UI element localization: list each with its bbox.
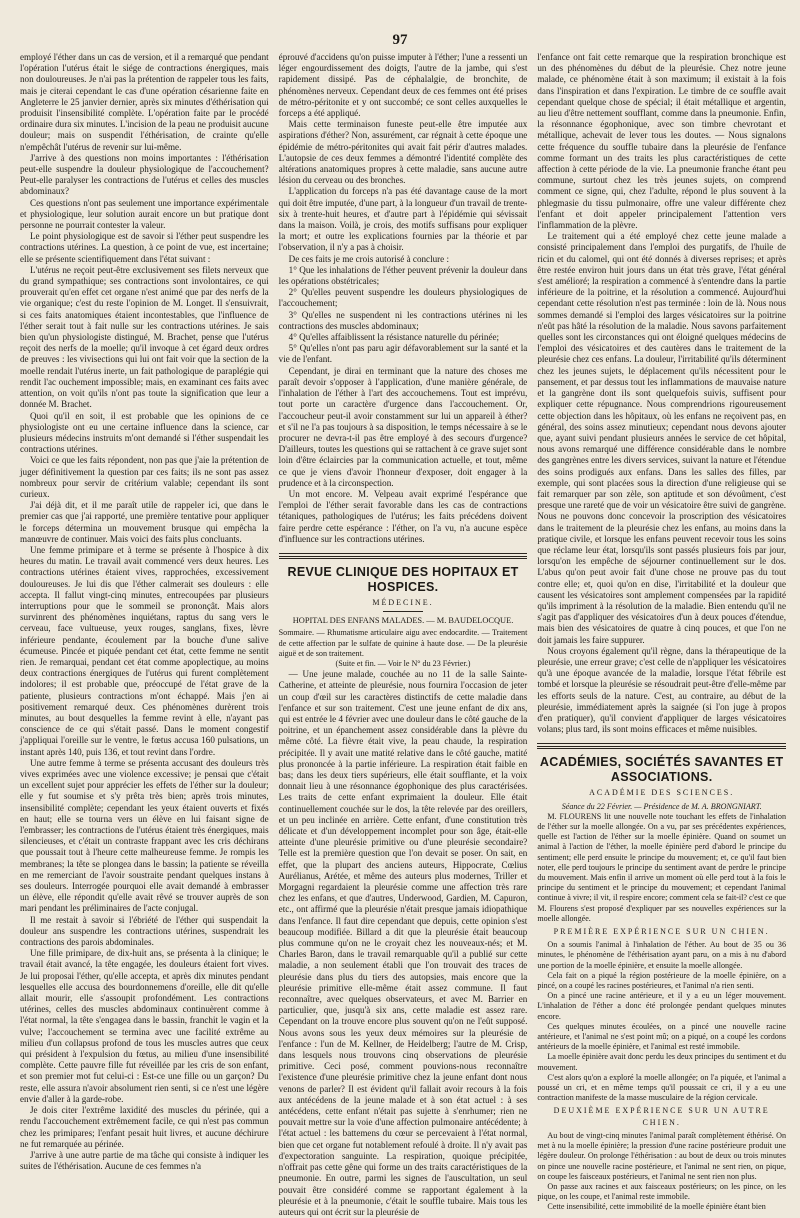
paragraph: 4° Qu'elles affaiblissent la résistance naturelle du périnée; bbox=[288, 332, 500, 343]
paragraph: Je dois citer l'extrême laxidité des muscles du périnée, qui a rendu l'accouchement extrêmement facile, ce qui n'est pas commun chez les primipares; l'enfant pesait huit livres, et aucune déchirure ne fut remarquée au périnée. bbox=[20, 1105, 269, 1149]
article-followup: (Suite et fin. — Voir le N° du 23 Février.) bbox=[335, 658, 471, 668]
section-divider bbox=[537, 746, 786, 749]
paragraph: 5° Qu'elles n'ont pas paru agir défavorablement sur la santé et la vie de l'enfant. bbox=[278, 343, 528, 365]
paragraph: Un mot encore. M. Velpeau avait exprimé l'espérance que l'emploi de l'éther serait favorable dans les cas de contractions tétaniques, pathologiques de l'utérus; les faits précédens doivent faire perdre cette espérance : l'éther, on l'a vu, n'a aucune espèce d'influence sur les contractions utérines. bbox=[278, 488, 528, 544]
paragraph: L'utérus ne reçoit peut-être exclusivement ses filets nerveux que du grand sympathique; ses contractions sont involontaires, ce qui prouverait qu'en effet cet organe n'est animé que par des nerfs de la vie organique; c'est du reste l'opinion de M. Longet. Il s'ensuivrait, si ces faits anatomiques étaient incontestables, que l'influence de l'éther serait tout à fait nulle sur les contractions utérines. Je sais bien qu'un physiologiste distingué, M. Brachet, pense que l'utérus reçoit des nerfs de la moelle; qu'il invoque à cet égard deux ordres de preuves : les vivisections qui lui ont fait voir que la section de la moelle rendait l'utérus inerte, un fait pathologique de paraplégie qui rendit l'ac ouchement impossible; mais, en examinant ces faits avec attention, on voit qu'ils n'ont pas toute la signification que leur a donnée M. Brachet. bbox=[20, 264, 269, 410]
session-line: Séance du 22 Février. — Présidence de M. A. BRONGNIART. bbox=[561, 801, 762, 811]
paragraph: Le point physiologique est de savoir si l'éther peut suspendre les contractions utérines. La question, à ce point de vue, est incertaine; elle se présente scientifiquement dans l'état suivant : bbox=[20, 231, 269, 264]
column-3 bbox=[537, 52, 787, 1212]
paragraph: Cependant, je dirai en terminant que la nature des choses me paraît devoir s'opposer à l'application, d'une manière générale, de l'inhalation de l'éther à l'art des accouchemens. Tout est imprévu, tout porte un caractère d'urgence dans l'accouchement. Or, l'accoucheur peut-il avoir constamment sur lui un appareil à éther? et s'il ne l'a pas toujours à sa disposition, le temps nécessaire à se le procurer ne devra-t-il pas être employé à des secours d'urgence? D'ailleurs, toutes les questions qui se rattachent à ce grave sujet sont loin d'être éclaircies par la communication actuelle, et tout, même ce que je viens d'avoir l'honneur d'exposer, doit engager à la prudence et à la circonspection. bbox=[278, 365, 528, 488]
section-title-academies: ACADÉMIES, SOCIÉTÉS SAVANTES ET ASSOCIATIONS. bbox=[539, 755, 784, 785]
section-divider bbox=[279, 556, 528, 559]
paragraph: Quoi qu'il en soit, il est probable que les opinions de ce physiologiste ont eu une certaine influence dans la science, car plusieurs médecins instruits m'ont demandé si l'éther suspendait les contractions utérines. bbox=[20, 410, 269, 455]
paragraph: On passe aux racines et aux faisceaux postérieurs; on les pince, on les pique, on les coupe, et l'animal reste immobile. bbox=[537, 1181, 787, 1202]
column-2 bbox=[278, 52, 528, 1217]
page-number: 97 bbox=[392, 32, 408, 48]
paragraph: L'application du forceps n'a pas été davantage cause de la mort qui doit être imputée, d'une part, à la longueur d'un travail de trente-six à trente-huit heures, et d'autre part à l'épidémie qui sévissait dans la maison. Voilà, je crois, des motifs suffisans pour expliquer la mort; et outre les explications fournies par la théorie et par l'observation, il n'y a pas à choisir. bbox=[278, 186, 528, 253]
paragraph: Au bout de vingt-cinq minutes l'animal paraît complètement éthérisé. On met à nu la moelle épinière; la pression d'une racine postérieure produit une légère douleur. On prolonge l'éthérisation : au bout de deux ou trois minutes on pince une nouvelle racine postérieure, et l'animal ne sent rien, on pique, on coupe les faisceaux postérieurs, et l'animal ne sent rien non plus. bbox=[537, 1130, 787, 1181]
paragraph: 3° Qu'elles ne suspendent ni les contractions utérines ni les contractions des muscles abdominaux; bbox=[278, 309, 528, 331]
section-subhead: MÉDECINE. bbox=[372, 597, 434, 607]
section-title-revue: REVUE CLINIQUE DES HOPITAUX ET HOSPICES. bbox=[287, 564, 519, 594]
paragraph: De ces faits je me crois autorisé à conclure : bbox=[288, 253, 450, 264]
article-summary: Sommaire. — Rhumatisme articulaire aigu avec endocardite. — Traitement de cette affection par le sulfate de quinine à haute dose. — De la pleurésie aiguë et de son traitement. bbox=[278, 628, 528, 658]
paragraph: On a soumis l'animal à l'inhalation de l'éther. Au bout de 35 ou 36 minutes, le phénomène de l'éthérisation ayant paru, on a mis à nu d'abord une portion de la moelle épinière, et ensuite la moelle allongée. bbox=[537, 940, 787, 970]
paragraph: 2° Qu'elles peuvent suspendre les douleurs physiologiques de l'accouchement; bbox=[278, 287, 528, 309]
short-divider bbox=[383, 611, 423, 612]
paragraph: l'enfance ont fait cette remarque que la respiration bronchique est un des phénomènes du début de la pleurésie. Chez notre jeune malade, ce phénomène était à son maximum; il existait à la fois dans l'inspiration et dans l'expiration. Le timbre de ce souffle avait cependant quelque chose de spécial; il était métallique et argentin, au lieu d'être nettement soufflant, comme dans la pneumonie. Enfin, la résonnance égophonique, avec son timbre chevrotant et métallique, achevait de lever tous les doutes. — Nous signalons cette fréquence du souffle tubaire dans la pleurésie de l'enfance comme formant un des traits les plus caractéristiques de cette affection à cette période de la vie. La pneumonie franche étant peu commune, surtout chez les très jeunes sujets, on comprend comment ce signe, qui, chez l'adulte, répond le plus souvent à la phlegmasie du tissu pulmonaire, offre une valeur différente chez l'enfant et doit appeler principalement l'attention vers l'inflammation de la plèvre. bbox=[537, 52, 787, 231]
paragraph: J'arrive à des questions non moins importantes : l'éthérisation peut-elle suspendre la douleur physiologique de l'accouchement? Peut-elle paralyser les contractions de l'utérus et celles des muscles abdominaux? bbox=[20, 152, 269, 197]
article-title: HOPITAL DES ENFANS MALADES. — M. BAUDELOCQUE. bbox=[292, 616, 514, 626]
paragraph: Nous croyons également qu'il règne, dans la thérapeutique de la pleurésie, une erreur grave; c'est celle de n'appliquer les vésicatoires qu'à une époque avancée de la maladie, lorsque l'état fébrile est tombé et lorsque la pleurésie se résoudrait peut-être d'elle-même par les efforts seuls de la nature. C'est, au contraire, au début de la pleurésie, immédiatement après la saignée (si l'on juge à propos d'en pratiquer), qu'il convient d'appliquer de larges vésicatoires volans; plus tard, ils sont moins efficaces et même nuisibles. bbox=[537, 645, 787, 735]
paragraph: Cette insensibilité, cette immobilité de la moelle épinière étant bien bbox=[547, 1202, 766, 1212]
section-subhead: ACADÉMIE DES SCIENCES. bbox=[589, 788, 735, 798]
paragraph: employé l'éther dans un cas de version, et il a remarqué que pendant l'opération l'utérus était le siége de contractions énergiques, mais non douloureuses. Je n'ai pas la prétention de rappeler tous les faits, mais je citerai cependant le cas d'une opération césarienne faite en Angleterre le 25 janvier dernier, après six minutes d'éthérisation qui produisit l'insensibilité complète. L'opération faite par le procédé ordinaire dura six minutes. L'incision de la peau ne produisit aucune douleur; mais on suspendit l'éthérisation, de crainte qu'elle n'empêchât l'utérus de revenir sur lui-même. bbox=[20, 52, 269, 152]
paragraph: — Une jeune malade, couchée au no 11 de la salle Sainte-Catherine, et atteinte de pleurésie, nous fournira l'occasion de jeter un coup d'œil sur les caractères distinctifs de cette maladie dans l'enfance et sur son traitement. C'est une jeune enfant de dix ans, qui est entrée le 4 février avec une douleur dans le côté gauche de la poitrine, et un épanchement assez considérable dans la plèvre du même côté. La fièvre était vive, la peau chaude, la respiration précipitée. Il y avait une matité relative dans le côté gauche, matité plus prononcée à la partie inférieure. La respiration était faible en bas; dans les deux tiers supérieurs, elle était soufflante, et la voix donnait lieu à une résonnance égophonique des plus caractérisées. Les traits de cette enfant exprimaient la douleur. Elle était continuellement couchée sur le dos, la tête relevée par des oreillers, et un peu inclinée en arrière. Cette enfant, d'une constitution très délicate et d'un développement incomplet pour son âge, était-elle atteinte d'une pleurésie primitive ou d'une pleurésie secondaire? Telle est la première question que l'on devait se poser. On sait, en effet, que la plupart des anciens auteurs, Hippocrate, Cœlius Aurélianus, Arétée, et même des auteurs plus modernes, Triller et Morgagni regardaient la pleurésie comme une affection très rare chez les enfans, et que d'autres, Underwood, Gardien, M. Capuron, etc., ont affirmé que la pleurésie n'était presque jamais idiopathique dans l'enfance. Il faut dire cependant que depuis, cette opinion s'est beaucoup modifiée. Billard a dit que la pleurésie était beaucoup plus commune qu'on ne le croyait chez les nouveaux-nés; et M. Charles Baron, dans le travail remarquable qu'il a publié sur cette maladie, a non seulement établi que l'on trouvait des traces de pleurésie dans plus du tiers des autopsies, mais encore que la pleurésie primitive elle-même était assez commune. Il faut reconnaître, avec quelques observateurs, et avec M. Barrier en particulier, que, jusqu'à six ans, cette maladie est assez rare. Cependant on la trouve encore plus souvent qu'on ne l'eût supposé. Nous avons sous les yeux deux mémoires sur la pleurésie de l'enfance : l'un de M. Kellner, de Heidelberg; l'autre de M. Crisp, dans lesquels nous trouvons cinq observations de pleurésie primitive. Ceci posé, comment pouvions-nous reconnaître l'existence d'une pleurésie primitive chez la jeune enfant dont nous venons de parler? Il est évident qu'il fallait avoir recours à la fois aux antécédens de la jeune malade et à son état actuel : à ses antécédens, cette enfant n'était pas sujette à s'enrhumer; rien ne pouvait mettre sur la voie d'une affection pulmonaire antécédente; à l'état actuel : les battemens du cœur se percevaient à l'état normal, bien que cet organe fut notablement refoulé à droite. Il n'y avait pas d'expectoration sanguinte. La respiration, quoique précipitée, n'offrait pas cette gêne qui forme un des traits caractéristiques de la pneumonie. En outre, parmi les signes de l'auscultation, un seul pouvait être considéré comme se rapportant également à la pleurésie et à la pneumonie, c'était le souffle tubaire. Mais tous les auteurs qui ont écrit sur la pleurésie de bbox=[278, 669, 528, 1217]
paragraph: Voici ce que les faits répondent, non pas que j'aie la prétention de juger définitivement la question par ces faits; ils ne sont pas assez nombreux pour servir de critérium valable; cependant ils sont curieux. bbox=[20, 455, 269, 499]
paragraph: Une autre femme à terme se présenta accusant des douleurs très vives exprimées avec une violence excessive; je pensai que c'était un excellent sujet pour apprécier les effets de l'éther sur la douleur; elle y fut soumise et s'y prêta très bien; après trois minutes, insensibilité complète; cependant les yeux étaient ouverts et fixés en haut; elle se tourna vers un élève en lui faisant signe de l'embrasser; les contractions de l'utérus étaient très énergiques, mais silencieuses, et c'était un contraste frappant avec les cris déchirans que poussait tout à l'heure cette malheureuse femme. Je rompis les membranes; la tête se plongea dans le bassin; la patiente se réveilla en me remerciant de l'avoir soustraite pendant quelques instans à ses douleurs. Interrogée pourquoi elle avait demandé à embrasser un élève, elle répondit qu'elle avait rêvé se trouver auprès de son mari pendant les préliminaires de l'acte conjugal. bbox=[20, 757, 269, 914]
paragraph: M. FLOURENS lit une nouvelle note touchant les effets de l'inhalation de l'éther sur la moelle allongée. On a vu, par ses précédentes expériences, quelle est l'action de l'éther sur la moelle épinière. Quand on soumet un animal à l'action de l'éther, la moelle épinière perd d'abord le principe du sentiment; elle perd ensuite le principe du mouvement; et, ce qu'il faut bien noter, elle perd toujours le principe du sentiment avant de perdre le principe du mouvement. Mais enfin il arrive un moment où elle perd tout à la fois le principe du sentiment et le principe du mouvement; et cependant l'animal continue à vivre; il vit, il respire encore; comment cela se fait-il? c'est ce que M. Flourens s'est proposé d'expliquer par ses nouvelles expériences sur la moelle allongée. bbox=[537, 811, 787, 923]
paragraph: éprouvé d'accidens qu'on puisse imputer à l'éther; l'une a ressenti un léger engourdissement des doigts, l'autre de la jambe, qui s'est rapidement dissipé. Pas de céphalalgie, de bronchite, de phénomènes nerveux. Cependant deux de ces femmes ont été prises de métro-péritonite et y ont succombé; ce sont celles auxquelles le forceps a été appliqué. bbox=[278, 52, 528, 119]
paragraph: Le traitement qui a été employé chez cette jeune malade a consisté principalement dans l'emploi des purgatifs, de l'huile de ricin et du calomel, qui ont été donnés à diverses reprises; et après être restée environ huit jours dans un état très grave, l'état général s'est amélioré; la respiration a commencé à s'entendre dans la partie inférieure de la poitrine, et la résolution a commencé. Aujourd'hui cependant cette résolution n'est pas terminée : loin de là. Nous nous sommes demandé si l'emploi des larges vésicatoires sur la poitrine n'eût pas hâté la résolution de la maladie. Nous savons parfaitement quelles sont les circonstances qui ont éloigné quelques médecins de l'emploi des vésicatoires et des cautères dans le traitement de la pleurésie chez ces enfans. La douleur, l'irritabilité qu'ils déterminent chez les jeunes sujets, le déplacement qu'ils nécessitent pour le pansement, et par dessus tout les inflammations de mauvaise nature et la gangrène dont ils sont quelquefois suivis, suffisent pour expliquer cette répugnance. Nous comprendrions rigoureusement cette objection dans les hôpitaux, où les enfans ne reçoivent pas, en général, des soins assez minutieux; cependant nous devons ajouter que, ayant suivi pendant plusieurs années le service de cet hôpital, nous avons remarqué une différence considérable dans le nombre des gangrènes entre les divers services, suivant la nature et l'étendue des soins prodigués aux enfans. Dans les salles des filles, par exemple, qui sont placées sous la direction d'une religieuse qui se fait remarquer par son zèle, son aptitude et son dévoûment, c'est presque une rareté que de voir un vésicatoire être suivi de gangrène. Nous ne pouvons donc concevoir la proscription des vésicatoires dans le traitement de la pleurésie chez les enfans, au moins dans la pratique civile, et lorsque les enfans peuvent recevoir tous les soins que réclame leur état, lorsqu'ils sont passés plusieurs fois par jour, lorsqu'on les empêche de séjourner continuellement sur le dos. L'abus qu'on peut avoir fait d'une chose ne prouve pas du tout contre elle; et, quoi qu'on en dise, l'irritabilité et la douleur que causent les vésicatoires sont amplement compensées par la rapidité qu'ils impriment à la résolution de la maladie. Bien entendu qu'il ne s'agit pas d'appliquer des vésicatoires d'un à deux pouces d'étendue, mais bien des vésicatoires de quatre à cinq pouces, et que l'on ne doit jamais les faire suppurer. bbox=[537, 231, 787, 645]
section-divider bbox=[537, 743, 786, 744]
experiment-heading: PREMIÈRE EXPÉRIENCE SUR UN CHIEN. bbox=[553, 927, 770, 937]
paragraph: Une fille primipare, de dix-huit ans, se présenta à la clinique; le travail était avancé, la tête engagée, les douleurs étaient fort vives. Je lui proposai l'éther, qu'elle accepta, et après dix minutes pendant lesquelles elle accusa des bourdonnemens d'oreille, elle dit qu'elle allait mourir, elle s'assoupit profondément. Les contractions utérines, celles des muscles abdominaux continuèrent comme à l'état normal, la tête s'engagea dans le bassin, franchit le vagin et la vulve; l'accouchement se termina avec une facilité extrême au milieu d'un collapsus profond de tous les muscles autres que ceux qui président à l'expulsion du fœtus, au milieu d'une insensibilité complète. Cette pauvre fille fut réveillée par les cris de son enfant, et son premier mot fut celui-ci : Est-ce une fille ou un garçon? Du reste, elle assura n'avoir absolument rien senti, si ce n'est une légère envie d'aller à la garde-robe. bbox=[20, 948, 269, 1104]
paragraph: Ces questions n'ont pas seulement une importance expérimentale et physiologique, leur solution aurait encore un but pratique dont personne ne pourrait contester la valeur. bbox=[20, 197, 269, 231]
experiment-heading: DEUXIÈME EXPÉRIENCE SUR UN AUTRE CHIEN. bbox=[553, 1106, 770, 1127]
paragraph: C'est alors qu'on a exploré la moelle allongée; on l'a piquée, et l'animal a poussé un cri, et en même temps qu'il poussait ce cri, il y a eu une contraction manifeste de la masse musculaire de la région cervicale. bbox=[537, 1072, 787, 1103]
paragraph: Il me restait à savoir si l'ébriété de l'éther qui suspendait la douleur ans suspendre les contractions utérines, suspendrait les contractions des parois abdominales. bbox=[20, 914, 269, 948]
paragraph: Cela fait on a piqué la région postérieure de la moelle épinière, on a pincé, on a coupé les racines postérieures, et l'animal n'a rien senti. bbox=[537, 970, 787, 991]
paragraph: Mais cette terminaison funeste peut-elle être imputée aux aspirations d'éther? Non, assurément, car régnait à cette époque une épidémie de métro-péritonites qui avait fait périr d'autres malades. L'autopsie de ces deux femmes a démontré l'identité complète des altérations anatomiques propres à cette maladie, sans aucune autre lésion du cerveau ou des bronches. bbox=[278, 119, 528, 186]
paragraph: Une femme primipare et à terme se présente à l'hospice à dix heures du matin. Le travail avait commencé vers deux heures. Les contractions utérines étaient vives, rapprochées, excessivement douloureuses. Je lui dis que l'éther calmerait ses douleurs : elle accepta. Il fallut vingt-cinq minutes, entrecoupées par plusieurs interruptions pour que le sommeil se prononçât. Mais alors survinrent des phénomènes inquiétans, raptus du sang vers le cerveau, face vultueuse, yeux rouges, sanglans, fixes, lèvre inférieure pendante, écoulement par la bouche d'une salive écumeuse. Pincée et piquée pendant cet état, cette femme ne sentit rien. Je remarquai, pendant cet état comme apoplectique, au moins deux contractions énergiques de l'utérus qui furent complètement indolores; il est probable que, préoccupé de l'état grave de la patiente, plusieurs contractions m'ont échappé. Mais j'en ai positivement remarqué deux. Ces phénomènes durèrent trois minutes, au bout desquelles la femme revint à elle, n'ayant pas conscience de ce qui s'était passé. Dans le moment congestif j'appliquai l'oreille sur le ventre, le fœtus accusa 160 pulsations, un instant après 140, puis 136, et tout revint dans l'ordre. bbox=[20, 544, 269, 757]
paragraph: Ces quelques minutes écoulées, on a pincé une nouvelle racine antérieure, et l'animal ne s'est point mû; on a piqué, on a coupé les cordons antérieurs de la moelle épinière, et l'animal est resté immobile. bbox=[537, 1021, 787, 1052]
paragraph: La moelle épinière avait donc perdu les deux principes du sentiment et du mouvement. bbox=[537, 1052, 787, 1072]
paragraph: J'ai déjà dit, et il me paraît utile de rappeler ici, que dans le premier cas que j'ai rapporté, une première tentative pour appliquer le forceps détermina un mouvement brusque qui empêcha la manœuvre de continuer. Mais voici des faits plus concluants. bbox=[20, 500, 269, 544]
paragraph: J'arrive à une autre partie de ma tâche qui consiste à indiquer les suites de l'éthérisation. Aucune de ces femmes n'a bbox=[20, 1149, 269, 1172]
section-divider bbox=[279, 553, 528, 554]
paragraph: 1° Que les inhalations de l'éther peuvent prévenir la douleur dans les opérations obstétricales; bbox=[278, 264, 528, 287]
columns bbox=[20, 52, 787, 1217]
column-1 bbox=[20, 52, 269, 1172]
paragraph: On a pincé une racine antérieure, et il y a eu un léger mouvement. L'inhalation de l'éther a donc été prolongée pendant quelques minutes encore. bbox=[537, 991, 787, 1021]
